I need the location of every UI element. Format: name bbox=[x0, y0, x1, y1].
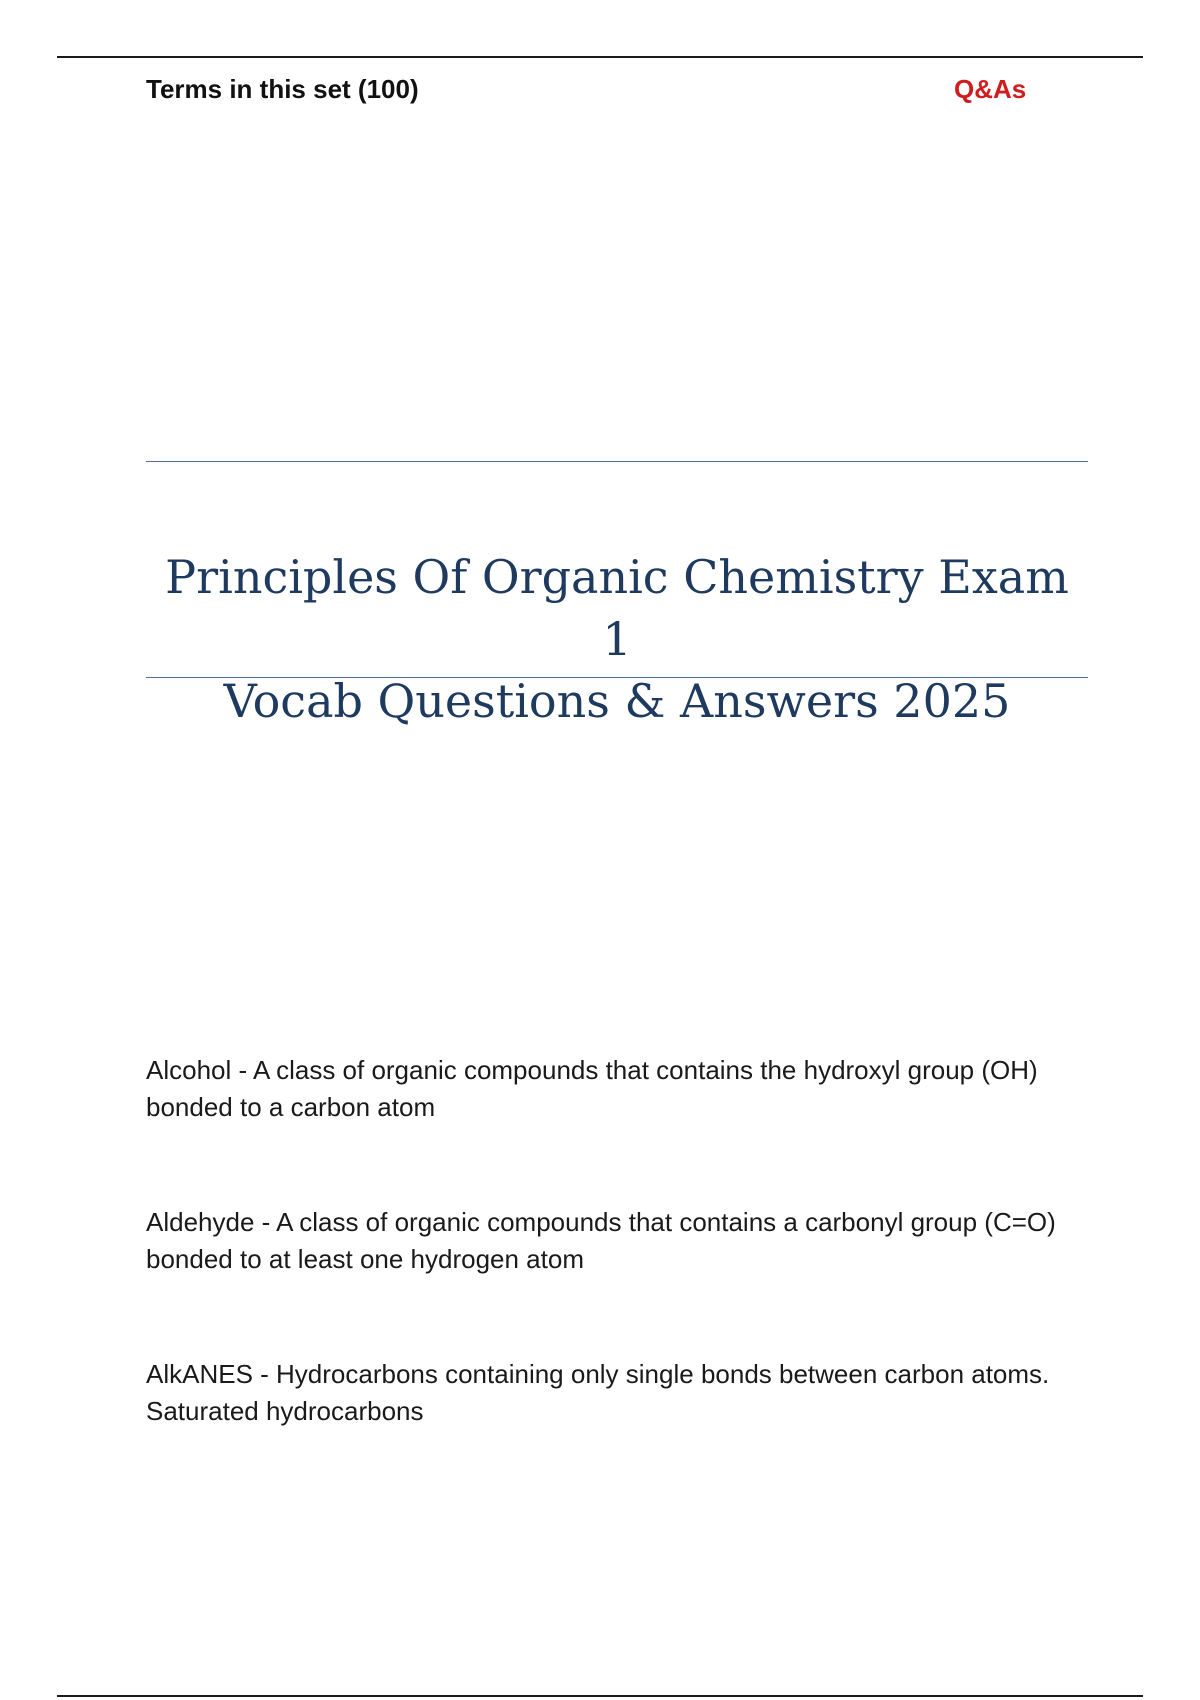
document-title-line-1: Principles Of Organic Chemistry Exam 1 bbox=[165, 550, 1069, 666]
vocab-list bbox=[146, 1052, 1086, 1508]
title-rule-lower bbox=[146, 677, 1088, 678]
top-divider bbox=[57, 56, 1143, 58]
vocab-entry-alcohol: Alcohol - A class of organic compounds that contains the hydroxyl group (OH) bonded to a carbon atom bbox=[146, 1055, 1038, 1122]
title-rule-upper bbox=[146, 461, 1088, 462]
bottom-divider bbox=[57, 1695, 1143, 1697]
vocab-entry-alkanes: AlkANES - Hydrocarbons containing only single bonds between carbon atoms. Saturated hydrocarbons bbox=[146, 1359, 1050, 1426]
terms-count-label: Terms in this set (100) bbox=[146, 74, 419, 104]
document-title-line-2: Vocab Questions & Answers 2025 bbox=[223, 674, 1011, 728]
document-title bbox=[146, 546, 1088, 732]
vocab-entry-aldehyde: Aldehyde - A class of organic compounds that contains a carbonyl group (C=O) bonded to at least one hydrogen atom bbox=[146, 1207, 1056, 1274]
qa-badge: Q&As bbox=[954, 74, 1027, 104]
